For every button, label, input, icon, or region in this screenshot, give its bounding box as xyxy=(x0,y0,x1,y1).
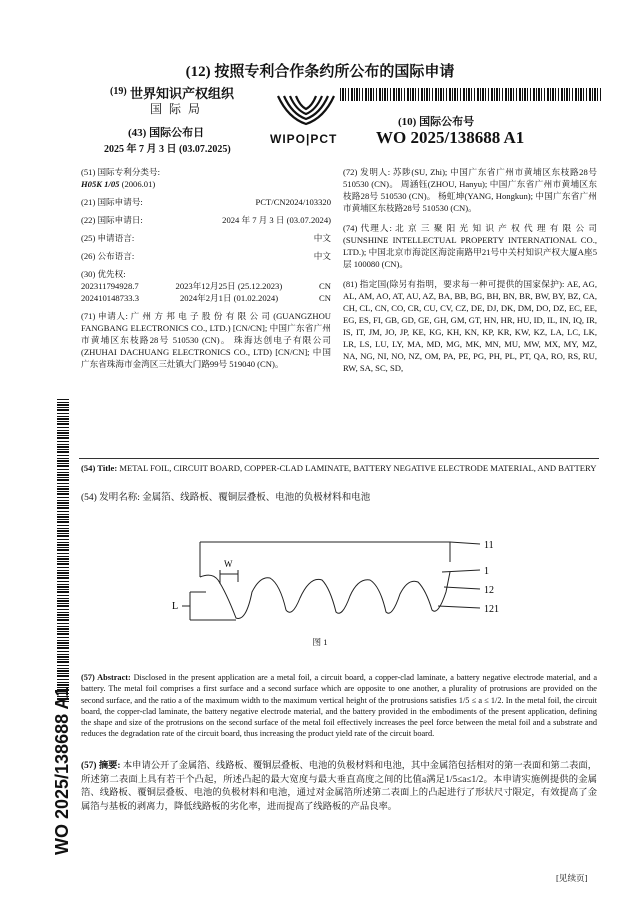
f26-row xyxy=(81,250,331,262)
f21-label: (21) 国际申请号: xyxy=(81,197,143,207)
f72-inventors: (72) 发明人: 苏陟(SU, Zhi); 中国广东省广州市黄埔区东枝路28号 510530 (CN)。 周涵钰(ZHOU, Hanyu); 中国广东省广州市黄埔区东枝路28号 510530 (CN)。 杨虹坤(YANG, Hongkun); 中国广东省广州市黄埔区东枝路28号 510530 (CN)。 xyxy=(343,167,597,213)
section-divider xyxy=(79,458,599,459)
figure-drawing xyxy=(160,532,520,632)
ref-1-label: 1 xyxy=(484,566,489,577)
figure-1 xyxy=(160,532,520,632)
ref-121-label: 121 xyxy=(484,604,499,615)
f21-value: PCT/CN2024/103320 xyxy=(255,197,331,207)
f71-applicants: (71) 申请人: 广 州 方 邦 电 子 股 份 有 限 公 司 (GUANGZHOU FANGBANG ELECTRONICS CO., LTD.) [CN/CN]; 中国广东省广州市黄埔区东枝路28号 510530 (CN)。 珠海达创电子有限公司(ZHUHAI DACHUANG ELECTRONICS CO., LTD) [CN/CN]; 中国广东省珠海市金湾区三灶镇大门路99号 519040 (CN)。 xyxy=(81,311,331,369)
f22-row xyxy=(81,214,331,226)
priority-row: 202410148733.3 2024年2月1日 (01.02.2024) CN xyxy=(81,293,331,303)
f22-label: (22) 国际申请日: xyxy=(81,215,143,225)
abstract-cn: (57) 摘要: 本申请公开了金属箔、线路板、覆铜层叠板、电池的负极材料和电池，其中金属箔包括相对的第一表面和第二表面，所述第二表面上具有若干个凸起，所述凸起的最大宽度与最大垂直高度之间的比值a满足1/5≤a≤1/2。本申请实施例提供的金属箔、线路板、覆铜层叠板、电池的负极材料和电池，通过对金属箔所述第二表面上的凸起进行了形状尺寸限定，有效提高了金属箔与基板的剥离力，降低线路板的劣化率，进而提高了线路板的产品良率。 xyxy=(81,761,597,812)
pub-number-label: (10) 国际公布号 xyxy=(398,116,475,128)
wipo-pct-label: WIPO|PCT xyxy=(270,132,338,146)
continued-note: [见续页] xyxy=(556,873,588,883)
side-publication-number: WO 2025/138688 A1 xyxy=(52,686,72,855)
barcode-top xyxy=(340,88,602,101)
f81-designated-states: (81) 指定国(除另有指明，要求每一种可提供的国家保护): AE, AG, AL, AM, AO, AT, AU, AZ, BA, BB, BG, BH, BN, BR, BW, BY, BZ, CA, CH, CL, CN, CO, CR, CU, CV, CZ, DE, DJ, DK, DM, DO, DZ, EC, EE, EG, ES, FI, GB, GD, GE, GH, GM, GT, HN, HR, HU, ID, IL, IN, IQ, IR, IS, IT, JM, JO, JP, KE, KG, KH, KN, KP, KR, KW, KZ, LA, LC, LK, LR, LS, LU, LY, MA, MD, MG, MK, MN, MU, MW, MX, MY, MZ, NA, NG, NI, NO, NZ, OM, PA, PE, PG, PH, PL, PT, QA, RO, RS, RU, RW, SA, SC, SD, xyxy=(343,279,597,373)
org-name: 世界知识产权组织 xyxy=(130,86,235,101)
pub-number: WO 2025/138688 A1 xyxy=(376,128,525,147)
w-label: W xyxy=(224,559,233,569)
f25-label: (25) 申请语言: xyxy=(81,233,135,243)
f21-row xyxy=(81,196,331,208)
f51-label: (51) 国际专利分类号: xyxy=(81,167,161,177)
f30-label: (30) 优先权: xyxy=(81,269,126,279)
title-en: (54) Title: METAL FOIL, CIRCUIT BOARD, COPPER-CLAD LAMINATE, BATTERY NEGATIVE ELECTRODE MATERIAL, AND BATTERY xyxy=(81,463,597,473)
f51-value: H05K 1/05 (2006.01) xyxy=(81,179,156,189)
f74-agent: (74) 代理人: 北 京 三 聚 阳 光 知 识 产 权 代 理 有 限 公 司 (SUNSHINE INTELLECTUAL PROPERTY INTERNATIONAL CO., LTD.); 中国北京市海淀区海淀南路甲21号中关村知识产权大厦A座5层 100080 (CN)。 xyxy=(343,223,597,269)
l-label: L xyxy=(172,601,179,612)
pub-date-label: (43) 国际公布日 xyxy=(128,127,205,139)
document-title: (12) 按照专利合作条约所公布的国际申请 xyxy=(185,64,455,80)
title-cn: (54) 发明名称: 金属箔、线路板、覆铜层叠板、电池的负极材料和电池 xyxy=(81,493,371,503)
ref-11-label: 11 xyxy=(484,540,494,551)
pub-date-value: 2025 年 7 月 3 日 (03.07.2025) xyxy=(104,144,231,155)
ref-12-label: 12 xyxy=(484,585,494,596)
org-sub: 国 际 局 xyxy=(150,102,203,116)
org-number: (19) xyxy=(110,86,127,97)
f25-row xyxy=(81,232,331,244)
abstract-en: (57) Abstract: Disclosed in the present application are a metal foil, a circuit board, a copper-clad laminate, a battery negative electrode material, and a battery. The metal foil comprises a first surface and a second surface which are opposite to one another, a plurality of protrusions are provided on the second surface, and the ratio a of the maximum width to the maximum vertical height of the protrusions satisfies 1/5 ≤ a ≤ 1/2. In the metal foil, the circuit board, the copper-clad laminate, the battery negative electrode material, and the battery provided in the embodiments of the present application, defining the shape and size of the protrusions on the second surface of the metal foil effectively increases the peel force between the metal foil and a substrate and reduces the degradation rate of the circuit board, thus increasing the product yield rate of the circuit board. xyxy=(81,673,597,739)
wipo-logo xyxy=(268,88,344,148)
priority-row: 202311794928.7 2023年12月25日 (25.12.2023) CN xyxy=(81,281,331,291)
f25-value: 中文 xyxy=(313,233,331,243)
f26-label: (26) 公布语言: xyxy=(81,251,135,261)
left-column xyxy=(81,166,331,370)
f22-value: 2024 年 7 月 3 日 (03.07.2024) xyxy=(222,215,331,225)
barcode-side xyxy=(57,398,69,702)
figure-caption: 图 1 xyxy=(312,637,328,647)
f26-value: 中文 xyxy=(313,251,331,261)
right-column xyxy=(343,166,597,374)
